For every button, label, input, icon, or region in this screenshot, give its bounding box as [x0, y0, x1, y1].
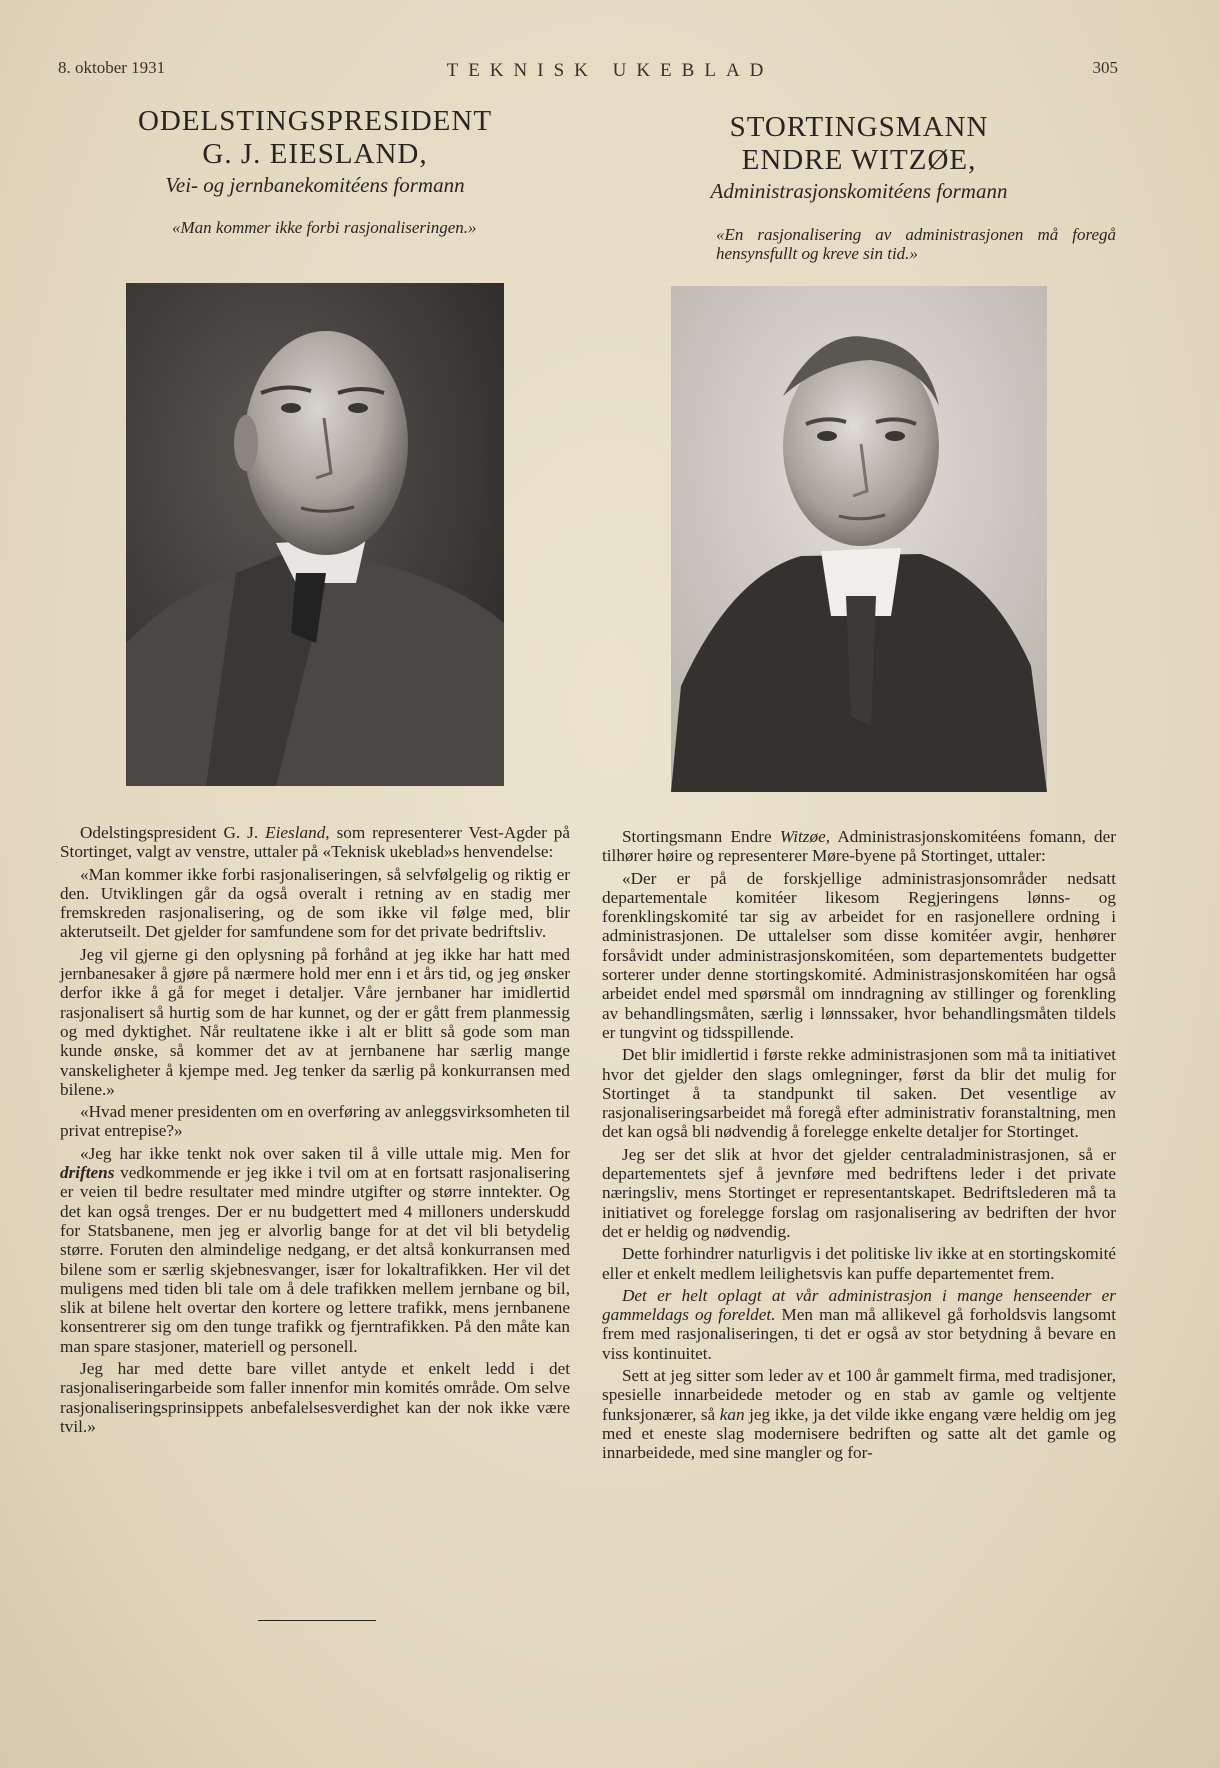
end-rule	[258, 1620, 376, 1621]
emphasis-run: kan	[719, 1404, 745, 1424]
portrait-witzoe	[671, 286, 1047, 792]
text-run: Jeg ser det slik at hvor det gjelder centraladministrasjonen, så er departementets sjef å jevnføre med bedriftens leder i det private næringsliv, mens Stortinget er representantskapet. Bedriftslederen må ta initiativet og forelegge forslag om rasjonalisering av bedriften der hvor det er heldig og nødvendig.	[602, 1144, 1116, 1241]
left-paragraph	[60, 865, 570, 942]
page-number: 305	[1092, 58, 1118, 77]
text-run: som representerer Vest-Agder på Stortinget, valgt av venstre, uttaler på «Teknisk ukeblad»s henvendelse:	[60, 823, 570, 862]
text-run: Stortingsmann Endre	[622, 827, 780, 846]
text-run: vedkommende er jeg ikke i tvil om at en fortsatt rasjonalisering er veien til bedre resultater med mindre utgifter og større inntekter. Og det kan også trenges. Der er nu budgettert med 4 milloners underskudd for Statsbanene, men jeg er alvorlig bange for at det vil bli betydelig større. Foruten den almindelige nedgang, er det altså konkurransen med bilene som er særlig skjebnesvanger, især for lokaltrafikken. Her vil det muligens med tiden bli tale om å dele trafikken mellem jernbane og bil, slik at bilene helt overtar den kortere og lettere trafikk, mens jernbanene konsentrerer sig om den tunge trafikk og fjerntrafikken. På den måte kan man spare stasjoner, materiell og personell.	[60, 1163, 570, 1356]
text-run: Dette forhindrer naturligvis i det politiske liv ikke at en stortingskomité eller et enkelt medlem leilighetsvis kan puffe departementet frem.	[602, 1244, 1116, 1283]
text-run: Administrasjonskomitéens fomann, der tilhører høire og representerer Møre-byene på Stortinget, uttaler:	[602, 827, 1116, 866]
text-run: «Jeg har ikke tenkt nok over saken til å ville uttale mig. Men for	[80, 1143, 570, 1163]
right-paragraph	[602, 827, 1116, 866]
issue-date: 8. oktober 1931	[58, 58, 166, 77]
text-run: Det blir imidlertid i første rekke administrasjonen som må ta initiativet hvor det gjelder den slags omlegninger, først da blir det mulig for Stortinget å ta standpunkt til saken. Det vesentlige av rasjonaliseringsarbeidet må foregå efter administrativ foranstaltning, men det kan også bli nødvendig å forelegge enkelte detaljer for Stortinget.	[602, 1045, 1116, 1142]
right-paragraph	[602, 1145, 1116, 1241]
left-article-body	[60, 823, 570, 1436]
text-run: Sett at jeg sitter som leder av et 100 år gammelt firma, med tradisjoner, spesielle innarbeidede metoder og en stab av gamle og veltjente funksjonærer, så	[602, 1366, 1116, 1424]
right-paragraph	[602, 1286, 1116, 1363]
left-quote: «Man kommer ikke forbi rasjonaliseringen.»	[172, 218, 477, 237]
left-paragraph	[60, 823, 570, 862]
right-paragraph	[602, 1045, 1116, 1141]
left-title-line1: ODELSTINGSPRESIDENT	[137, 105, 493, 137]
text-run: «Man kommer ikke forbi rasjonaliseringen, så selvfølgelig og riktig er den. Utviklingen går da også overalt i retning av en stadig mer fremskreden rasjonalisering, og de som ikke vil følge med, blir akterutseilt. Det gjelder for samfundene som for det private bedriftsliv.	[60, 864, 570, 942]
left-role: Vei- og jernbanekomitéens formann	[165, 173, 465, 197]
right-paragraph	[602, 1366, 1116, 1462]
left-paragraph	[60, 945, 570, 1099]
left-title-line2: G. J. EIESLAND,	[202, 138, 428, 170]
text-run: «Hvad mener presidenten om en overføring av anleggsvirksomheten til privat entrepise?»	[60, 1102, 570, 1141]
left-paragraph	[60, 1102, 570, 1141]
left-paragraph	[60, 1359, 570, 1436]
right-paragraph	[602, 869, 1116, 1043]
right-role: Administrasjonskomitéens formann	[710, 179, 1008, 203]
portrait-eiesland	[126, 283, 504, 786]
text-run: Jeg har med dette bare villet antyde et enkelt ledd i det rasjonaliseringarbeide som faller innenfor min komités område. Om selve rasjonaliseringsprinsippets anbefalelsesverdighet kan der nok ikke være tvil.»	[60, 1359, 570, 1436]
emphasis-run: Witzøe,	[779, 827, 831, 846]
right-paragraph	[602, 1244, 1116, 1283]
text-run: «Der er på de forskjellige administrasjonsområder nedsatt departementale komitéer likesom Regjeringens lønns- og forenklingskomité tar sig av arbeidet for en rasjonellere ordning i administrasjonen. De uttalelser som disse komitéer avgir, henhører forsåvidt under administrasjonskomitéen, som departementets budgetter sorterer under denne stortingskomité. Administrasjonskomitéen har også arbeidet endel med spørsmål om inndragning av stillinger og forenkling av behandlingsmåten, særlig i lønnssaker, hvor behandlingsmåten tildels er tungvint og tidsspillende.	[602, 868, 1116, 1042]
text-run: Jeg vil gjerne gi den oplysning på forhånd at jeg ikke har hatt med jernbanesaker å gjøre på nærmere hold mer enn i et års tid, og jeg ønsker derfor ikke å gå for meget i detaljer. Våre jernbaner har imidlertid rasjonalisert så hurtig som de har kunnet, og der er gått frem planmessig og med dyktighet. Når reultatene ikke i alt er blitt så gode som man kunde ønske, så kommer det av at jernbanene har særlig mange vanskeligheter å kjempe med. Jeg tenker da særlig på konkurransen med bilene.»	[60, 944, 570, 1099]
right-article-body	[602, 827, 1116, 1463]
left-paragraph	[60, 1144, 570, 1356]
right-title-line1: STORTINGSMANN	[729, 111, 989, 143]
right-quote: «En rasjonalisering av administrasjonen må foregå hensynsfullt og kreve sin tid.»	[716, 225, 1116, 263]
emphasis-run: driftens	[60, 1163, 115, 1183]
text-run: jeg ikke, ja det vilde ikke engang være heldig om jeg med et eneste slag modernisere bedriften og satte alt det gamle og innarbeidede, med sine mangler og for-	[602, 1404, 1116, 1463]
text-run: Men man må allikevel gå forholdsvis langsomt frem med rasjonaliseringen, ti det er også av stor betydning å bevare en viss kontinuitet.	[602, 1305, 1116, 1363]
emphasis-run: Det er helt oplagt at vår administrasjon i mange henseender er gammeldags og foreldet.	[602, 1285, 1116, 1325]
text-run: Odelstingspresident G. J.	[80, 823, 266, 842]
right-title-line2: ENDRE WITZØE,	[741, 144, 977, 176]
emphasis-run: Eiesland,	[265, 823, 330, 842]
journal-title: TEKNISK UKEBLAD	[446, 60, 774, 81]
